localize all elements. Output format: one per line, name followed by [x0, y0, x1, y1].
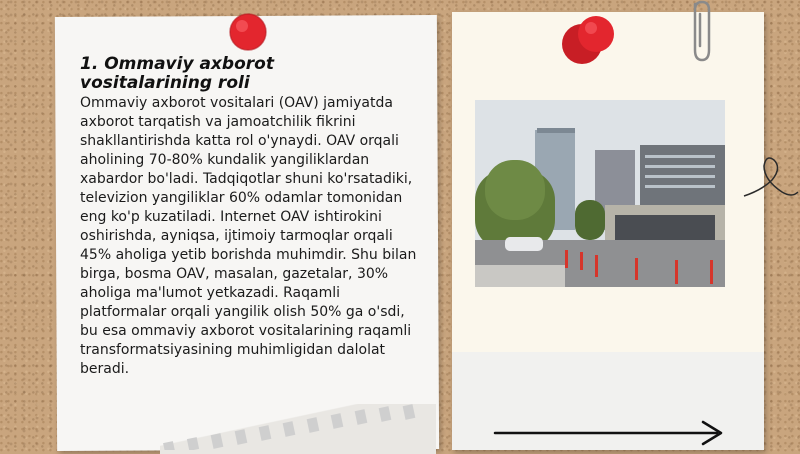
city-street-photo — [475, 100, 725, 287]
section-paragraph: Ommaviy axborot vositalari (OAV) jamiyatda axborot tarqatish va jamoatchilik fikrini shakllantirishda katta rol o'ynaydi. OAV orqali aholining 70-80% kundalik yangiliklardan xabardor bo'ladi. Tadqiqotlar shuni ko'rsatadiki, televizion yangiliklar 60% odamlar tomonidan eng ko'p kuzatiladi. Internet OAV ishtirokini oshirishda, ayniqsa, ijtimoiy tarmoqlar orqali 45% aholiga yetib borishda muhimdir. Shu bilan birga, bosma OAV, masalan, gazetalar, 30% aholiga ma'lumot yetkazadi. Raqamli platformalar orqali yangilik olish 50% ga o'sdi, bu esa ommaviy axborot vositalarining raqamli transformatsiyasining muhimligidan dalolat beradi. — [80, 95, 417, 377]
arrow-right-icon — [493, 418, 725, 448]
perforated-edge — [160, 402, 436, 450]
doodle-loop-icon — [742, 150, 800, 206]
paperclip-icon — [686, 0, 714, 64]
pushpin-icon — [560, 14, 620, 68]
pushpin-icon — [224, 10, 270, 54]
section-title: 1. Ommaviy axborot vositalarining roli — [80, 54, 274, 93]
